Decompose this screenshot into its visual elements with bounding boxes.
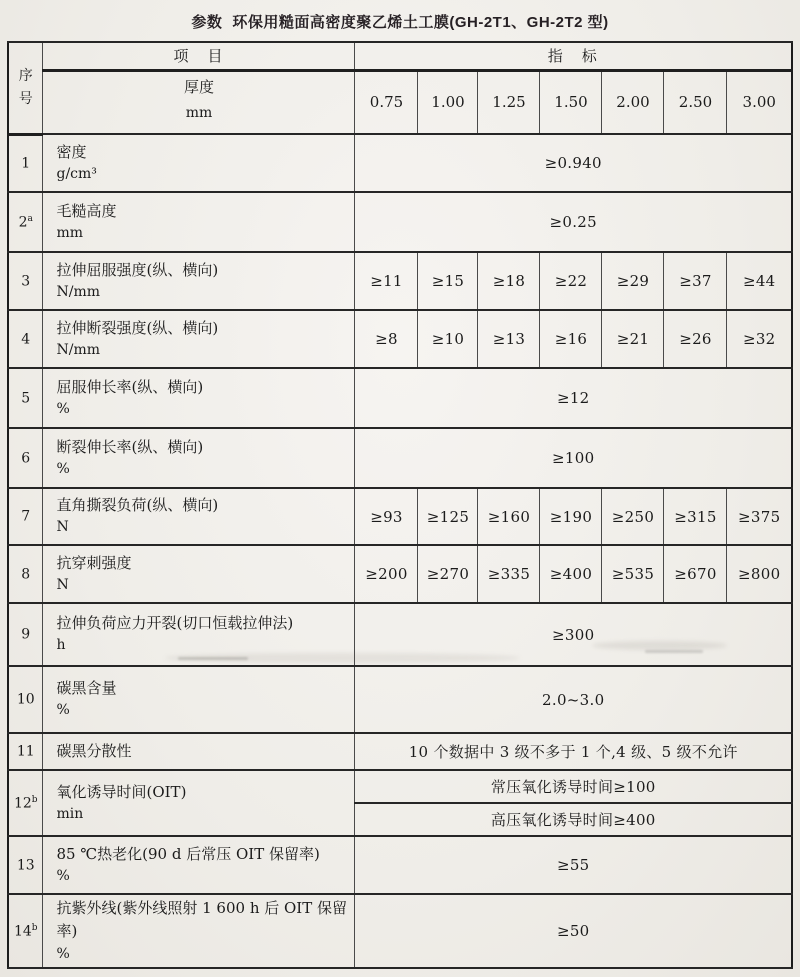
- value-cell: ≥400: [540, 545, 602, 603]
- item-name: 氧化诱导时间(OIT): [56, 782, 187, 801]
- item-name: 屈服伸长率(纵、横向): [56, 377, 204, 396]
- value-cell: ≥335: [478, 545, 540, 603]
- row-number: 14: [13, 923, 32, 940]
- table-row: [8, 836, 792, 894]
- value-cell: ≥800: [727, 545, 792, 603]
- item-name: 碳黑含量: [56, 679, 117, 698]
- item-unit: %: [56, 702, 70, 719]
- table-row: [8, 192, 792, 252]
- thickness-value-cell: 0.75: [355, 70, 418, 134]
- item-name: 拉伸断裂强度(纵、横向): [56, 318, 219, 337]
- value-cell: ≥8: [355, 310, 418, 368]
- row-number: 9: [21, 626, 31, 643]
- row-number-cell: [8, 894, 43, 968]
- row-number: 10: [16, 691, 35, 708]
- value-cell: ≥16: [540, 310, 602, 368]
- row-number-cell: [8, 603, 43, 666]
- thickness-value-cell: 3.00: [727, 70, 792, 134]
- thickness-value-cell: 1.50: [540, 70, 602, 134]
- value-cell: ≥22: [540, 252, 602, 310]
- value-cell: 2.0~3.0: [355, 666, 792, 733]
- item-name: 拉伸屈服强度(纵、横向): [56, 260, 219, 279]
- row-number-sup: b: [31, 922, 38, 933]
- spec-table: [7, 41, 793, 969]
- item-cell: [43, 770, 355, 836]
- row-number: 3: [21, 273, 31, 290]
- value-cell: ≥375: [727, 488, 792, 545]
- row-number: 13: [16, 857, 35, 874]
- table-row: [8, 488, 792, 545]
- row-number: 2: [18, 214, 28, 231]
- item-name: 抗紫外线(紫外线照射 1 600 h 后 OIT 保留率): [56, 899, 348, 941]
- row-number-cell: [8, 666, 43, 733]
- value-cell: ≥44: [727, 252, 792, 310]
- row-number-cell: [8, 770, 43, 836]
- table-row: [8, 894, 792, 968]
- item-unit: N: [56, 576, 69, 593]
- row-number: 7: [21, 508, 31, 525]
- value-cell: ≥250: [602, 488, 664, 545]
- thickness-value-cell: 1.25: [478, 70, 540, 134]
- header-row-2: [8, 70, 792, 134]
- table-row: [8, 252, 792, 310]
- value-cell: ≥26: [664, 310, 727, 368]
- item-header-cell: 项 目: [43, 42, 355, 70]
- item-cell: [43, 894, 355, 968]
- value-cell: 常压氧化诱导时间≥100: [355, 770, 792, 803]
- thickness-value-cell: 2.50: [664, 70, 727, 134]
- item-unit: N: [56, 519, 69, 536]
- item-cell: [43, 545, 355, 603]
- row-number-cell: [8, 428, 43, 488]
- value-cell: ≥11: [355, 252, 418, 310]
- value-cell: ≥190: [540, 488, 602, 545]
- value-cell: ≥10: [418, 310, 478, 368]
- value-cell: ≥37: [664, 252, 727, 310]
- item-unit: N/mm: [56, 283, 101, 300]
- item-name: 毛糙高度: [56, 201, 117, 220]
- row-number-cell: [8, 310, 43, 368]
- table-row: [8, 310, 792, 368]
- row-number-cell: [8, 545, 43, 603]
- value-cell: ≥315: [664, 488, 727, 545]
- thickness-label: 厚度: [183, 78, 214, 97]
- item-unit: N/mm: [56, 341, 101, 358]
- item-name: 直角撕裂负荷(纵、横向): [56, 496, 219, 515]
- indicator-header-cell: 指 标: [355, 42, 792, 70]
- row-number: 11: [16, 743, 35, 760]
- item-unit: %: [56, 400, 70, 417]
- table-row: [8, 733, 792, 770]
- value-cell: 高压氧化诱导时间≥400: [355, 803, 792, 836]
- page-title: [0, 0, 800, 32]
- value-cell: ≥55: [355, 836, 792, 894]
- value-cell: ≥160: [478, 488, 540, 545]
- item-unit: %: [56, 460, 70, 477]
- item-cell: [43, 666, 355, 733]
- table-row: [8, 428, 792, 488]
- value-cell: ≥270: [418, 545, 478, 603]
- item-cell: [43, 488, 355, 545]
- row-number: 4: [21, 331, 31, 348]
- row-number: 5: [21, 390, 31, 407]
- value-cell: ≥0.940: [355, 134, 792, 192]
- value-cell: ≥93: [355, 488, 418, 545]
- seq-header-line2: 号: [18, 90, 33, 107]
- table-row: [8, 603, 792, 666]
- header-row-1: [8, 42, 792, 70]
- value-cell: ≥670: [664, 545, 727, 603]
- value-cell: ≥300: [355, 603, 792, 666]
- table-row: [8, 666, 792, 733]
- item-cell: [43, 192, 355, 252]
- item-unit: %: [56, 945, 70, 962]
- item-name: 拉伸负荷应力开裂(切口恒载拉伸法): [56, 614, 294, 633]
- item-cell: [43, 836, 355, 894]
- title-label: 参数: [191, 14, 223, 31]
- seq-header-cell: [8, 42, 43, 134]
- thickness-unit: mm: [185, 104, 213, 121]
- item-name: 断裂伸长率(纵、横向): [56, 437, 204, 456]
- row-number-cell: [8, 836, 43, 894]
- item-cell: [43, 310, 355, 368]
- item-unit: h: [56, 637, 66, 654]
- value-cell: ≥200: [355, 545, 418, 603]
- value-cell: ≥15: [418, 252, 478, 310]
- item-cell: [43, 368, 355, 428]
- thickness-value-cell: 2.00: [602, 70, 664, 134]
- row-number-cell: [8, 134, 43, 192]
- value-cell: ≥0.25: [355, 192, 792, 252]
- thickness-header-cell: [43, 70, 355, 134]
- value-cell: ≥29: [602, 252, 664, 310]
- title-text: 环保用糙面高密度聚乙烯土工膜(GH-2T1、GH-2T2 型): [232, 14, 609, 31]
- item-unit: min: [56, 805, 84, 822]
- item-unit: g/cm³: [56, 165, 97, 182]
- item-cell: [43, 134, 355, 192]
- item-name: 碳黑分散性: [56, 741, 132, 760]
- item-cell: [43, 252, 355, 310]
- item-cell: [43, 428, 355, 488]
- value-cell: ≥13: [478, 310, 540, 368]
- row-number-cell: [8, 733, 43, 770]
- value-cell: ≥50: [355, 894, 792, 968]
- item-cell: [43, 733, 355, 770]
- row-number-sup: a: [27, 213, 33, 224]
- row-number-sup: b: [31, 794, 38, 805]
- value-cell: ≥21: [602, 310, 664, 368]
- value-cell: ≥12: [355, 368, 792, 428]
- value-cell: ≥100: [355, 428, 792, 488]
- row-number-cell: [8, 368, 43, 428]
- item-name: 密度: [56, 142, 87, 161]
- row-number-cell: [8, 252, 43, 310]
- row-number: 8: [21, 566, 31, 583]
- table-row: [8, 545, 792, 603]
- table-row: [8, 770, 792, 803]
- thickness-value-cell: 1.00: [418, 70, 478, 134]
- value-cell: ≥18: [478, 252, 540, 310]
- value-cell: 10 个数据中 3 级不多于 1 个,4 级、5 级不允许: [355, 733, 792, 770]
- value-cell: ≥125: [418, 488, 478, 545]
- value-cell: ≥535: [602, 545, 664, 603]
- row-number-cell: [8, 192, 43, 252]
- row-number: 1: [21, 155, 31, 172]
- table-row: [8, 368, 792, 428]
- row-number: 12: [13, 795, 32, 812]
- item-unit: %: [56, 867, 70, 884]
- item-unit: mm: [56, 224, 84, 241]
- item-name: 抗穿刺强度: [56, 553, 132, 572]
- row-number: 6: [21, 450, 31, 467]
- row-number-cell: [8, 488, 43, 545]
- seq-header-line1: 序: [18, 68, 33, 85]
- table-row: [8, 134, 792, 192]
- item-cell: [43, 603, 355, 666]
- item-name: 85 ℃热老化(90 d 后常压 OIT 保留率): [56, 844, 320, 863]
- value-cell: ≥32: [727, 310, 792, 368]
